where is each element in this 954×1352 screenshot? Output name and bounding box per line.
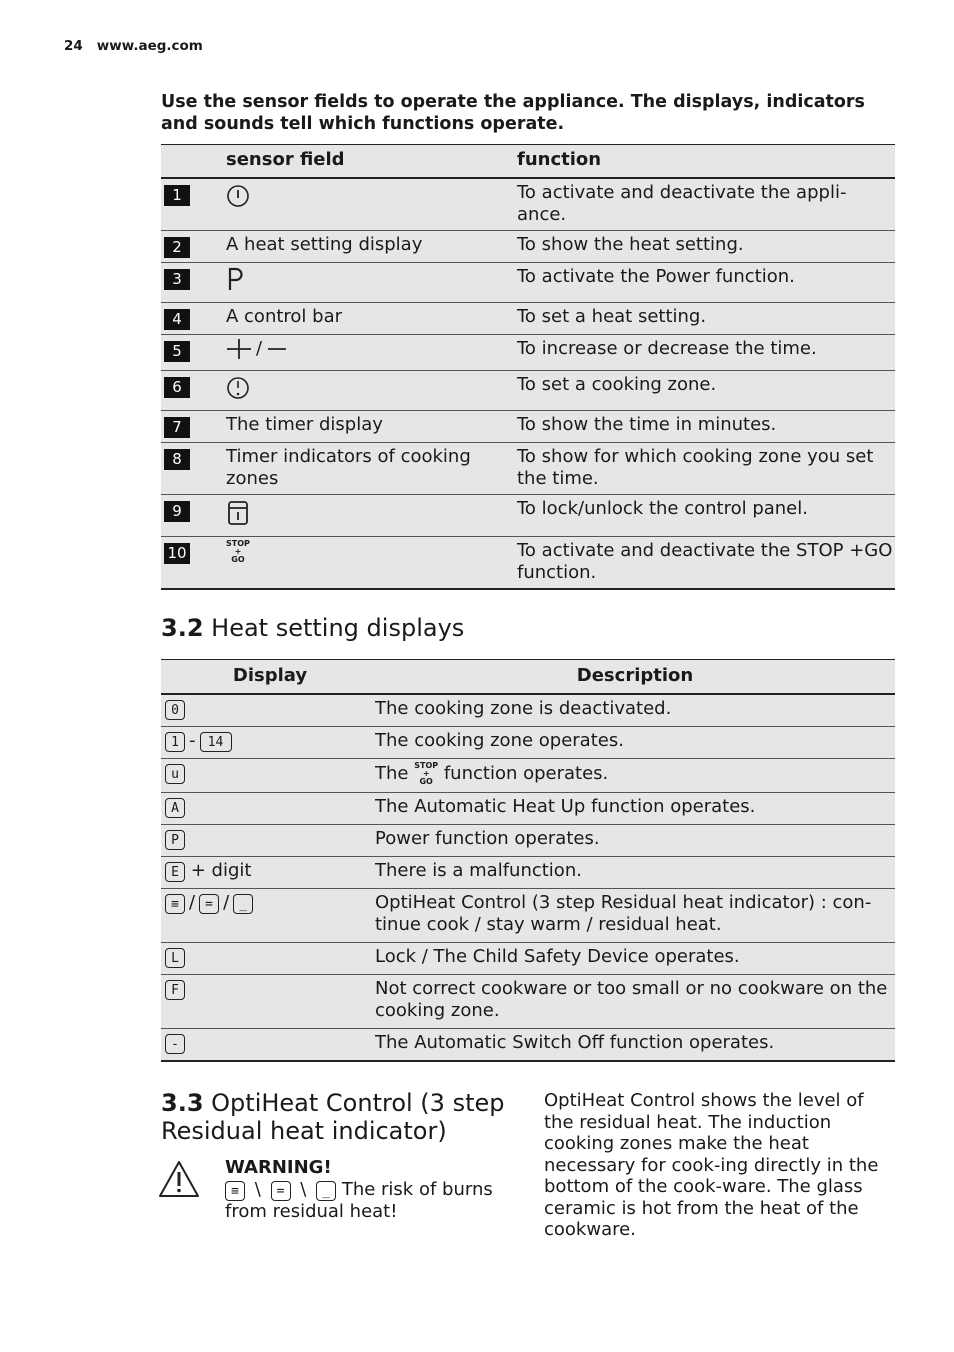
- sensor-row: [161, 442, 895, 494]
- description-cell: The cooking zone is deactivated.: [375, 694, 895, 727]
- residual-heat-2-icon: =: [271, 1181, 291, 1201]
- sensor-row: [161, 262, 895, 302]
- sensor-function-cell: To activate the Power function.: [517, 262, 895, 302]
- sensor-field-cell: [226, 302, 517, 334]
- sensor-field-text: Timer indicators of cooking zones: [226, 445, 471, 489]
- sensor-number-badge: 4: [164, 309, 190, 330]
- description-cell: The Automatic Heat Up function operates.: [375, 792, 895, 824]
- sensor-row: [161, 178, 895, 231]
- sensor-number-badge: 3: [164, 269, 190, 290]
- sensor-field-cell: [226, 334, 517, 370]
- sensor-field-text: The timer display: [226, 413, 383, 435]
- warning-block: [225, 1157, 515, 1223]
- sensor-function-cell: To increase or decrease the time.: [517, 334, 895, 370]
- sensor-field-text: A heat setting display: [226, 233, 423, 255]
- sensor-number-badge: 6: [164, 377, 190, 398]
- plus-minus-icon[interactable]: /: [226, 338, 288, 360]
- sensor-function-cell: To activate and deactivate the STOP +GO function.: [517, 536, 895, 589]
- residual-heat-3-icon: ≡: [225, 1181, 245, 1201]
- segment-display-icon: u: [165, 764, 185, 784]
- description-cell: Lock / The Child Safety Device operates.: [375, 942, 895, 974]
- warning-triangle-icon: [158, 1160, 200, 1198]
- sensor-row: [161, 494, 895, 536]
- minus-icon[interactable]: [266, 338, 288, 360]
- page-number: 24: [64, 38, 83, 54]
- segment-display-icon: -: [165, 1034, 185, 1054]
- description-cell: The cooking zone operates.: [375, 726, 895, 758]
- lock-icon[interactable]: [226, 500, 250, 526]
- description-cell: There is a malfunction.: [375, 856, 895, 888]
- sensor-field-cell: [226, 536, 517, 589]
- section-heading-3-3: 3.3 OptiHeat Control (3 step Residual heat indicator): [161, 1089, 505, 1145]
- display-row: [161, 942, 895, 974]
- description-cell: OptiHeat Control (3 step Residual heat indicator) : con-tinue cook / stay warm / residual heat.: [375, 888, 895, 942]
- stop-go-icon: STOP + GO: [226, 538, 250, 564]
- sensor-function-cell: To show the time in minutes.: [517, 410, 895, 442]
- segment-display-icon: 1: [165, 732, 185, 752]
- timer-icon[interactable]: [226, 376, 250, 400]
- sensor-field-cell: [226, 494, 517, 536]
- header-display: Display: [161, 660, 375, 694]
- intro-text: Use the sensor fields to operate the appliance. The displays, indicators and sounds tell which functions operate.: [161, 92, 865, 134]
- power-function-p-icon[interactable]: [226, 266, 244, 292]
- header-function: function: [517, 145, 895, 178]
- display-cell: [161, 856, 375, 888]
- sensor-field-cell: [226, 262, 517, 302]
- display-row: [161, 1028, 895, 1061]
- sensor-field-table: [161, 144, 895, 590]
- sensor-number-badge: 9: [164, 501, 190, 522]
- display-cell: [161, 974, 375, 1028]
- heat-setting-display-table: [161, 659, 895, 1062]
- sensor-number-badge: 8: [164, 449, 190, 470]
- sensor-function-cell: To show the heat setting.: [517, 230, 895, 262]
- segment-display-icon: L: [165, 948, 185, 968]
- display-cell: [161, 694, 375, 727]
- sensor-number-badge: 1: [164, 185, 190, 206]
- display-cell: [161, 824, 375, 856]
- segment-display-icon: _: [233, 894, 253, 914]
- display-row: [161, 856, 895, 888]
- description-cell: Not correct cookware or too small or no cookware on the cooking zone.: [375, 974, 895, 1028]
- segment-display-icon: ≡: [165, 894, 185, 914]
- header-description: Description: [375, 660, 895, 694]
- warning-title: WARNING!: [225, 1157, 332, 1178]
- sensor-field-text: A control bar: [226, 305, 343, 327]
- description-cell: Power function operates.: [375, 824, 895, 856]
- segment-display-icon: A: [165, 798, 185, 818]
- description-cell: The Automatic Switch Off function operates.: [375, 1028, 895, 1061]
- sensor-number-badge: 10: [164, 543, 190, 564]
- sensor-function-cell: To set a cooking zone.: [517, 370, 895, 410]
- residual-heat-1-icon: _: [316, 1181, 336, 1201]
- warning-text-line: ≡ \ = \ _ The risk of burns from residual heat!: [225, 1179, 493, 1222]
- sensor-function-cell: To set a heat setting.: [517, 302, 895, 334]
- description-cell: The STOP + GO function operates.: [375, 758, 895, 792]
- sensor-row: [161, 334, 895, 370]
- display-cell: ≡ / = / _: [161, 888, 375, 942]
- site-url[interactable]: www.aeg.com: [96, 38, 203, 54]
- segment-display-icon: 0: [165, 700, 185, 720]
- power-icon[interactable]: [226, 184, 250, 208]
- display-cell: [161, 1028, 375, 1061]
- optiheat-description: OptiHeat Control shows the level of the residual heat. The induction cooking zones make the heat necessary for cook-ing directly in the bottom of the cook-ware. The glass ceramic is hot from the heat of the cookware.: [544, 1090, 879, 1240]
- sensor-number-badge: 5: [164, 341, 190, 362]
- display-row: [161, 726, 895, 758]
- sensor-row: [161, 302, 895, 334]
- sensor-field-cell: [226, 230, 517, 262]
- sensor-row: [161, 536, 895, 589]
- page-header: [64, 38, 203, 54]
- sensor-function-cell: To lock/unlock the control panel.: [517, 494, 895, 536]
- plus-icon[interactable]: [226, 338, 252, 360]
- segment-display-icon: 14: [200, 732, 232, 752]
- sensor-field-cell: [226, 178, 517, 231]
- section-heading-3-2: 3.2 Heat setting displays: [161, 614, 465, 642]
- sensor-number-badge: 7: [164, 417, 190, 438]
- display-cell: [161, 792, 375, 824]
- display-row: [161, 974, 895, 1028]
- sensor-row: [161, 370, 895, 410]
- sensor-field-cell: [226, 442, 517, 494]
- segment-display-icon: =: [199, 894, 219, 914]
- display-suffix: + digit: [190, 859, 252, 881]
- sensor-row: [161, 410, 895, 442]
- sensor-number-badge: 2: [164, 237, 190, 258]
- segment-display-icon: P: [165, 830, 185, 850]
- sensor-field-cell: [226, 410, 517, 442]
- display-row: [161, 888, 895, 942]
- sensor-row: [161, 230, 895, 262]
- display-row: [161, 758, 895, 792]
- display-cell: [161, 942, 375, 974]
- stop-go-icon: STOP + GO: [414, 760, 439, 786]
- header-sensor-field: sensor field: [226, 145, 517, 178]
- warning-text: The risk of burns from residual heat!: [225, 1179, 493, 1222]
- sensor-function-cell: To show for which cooking zone you set the time.: [517, 442, 895, 494]
- display-row: [161, 792, 895, 824]
- segment-display-icon: E: [165, 862, 185, 882]
- segment-display-icon: F: [165, 980, 185, 1000]
- display-cell: [161, 758, 375, 792]
- sensor-field-cell: [226, 370, 517, 410]
- display-row: [161, 824, 895, 856]
- sensor-function-cell: To activate and deactivate the appli-ance.: [517, 178, 895, 231]
- display-cell: 1 - 14: [161, 726, 375, 758]
- display-row: [161, 694, 895, 727]
